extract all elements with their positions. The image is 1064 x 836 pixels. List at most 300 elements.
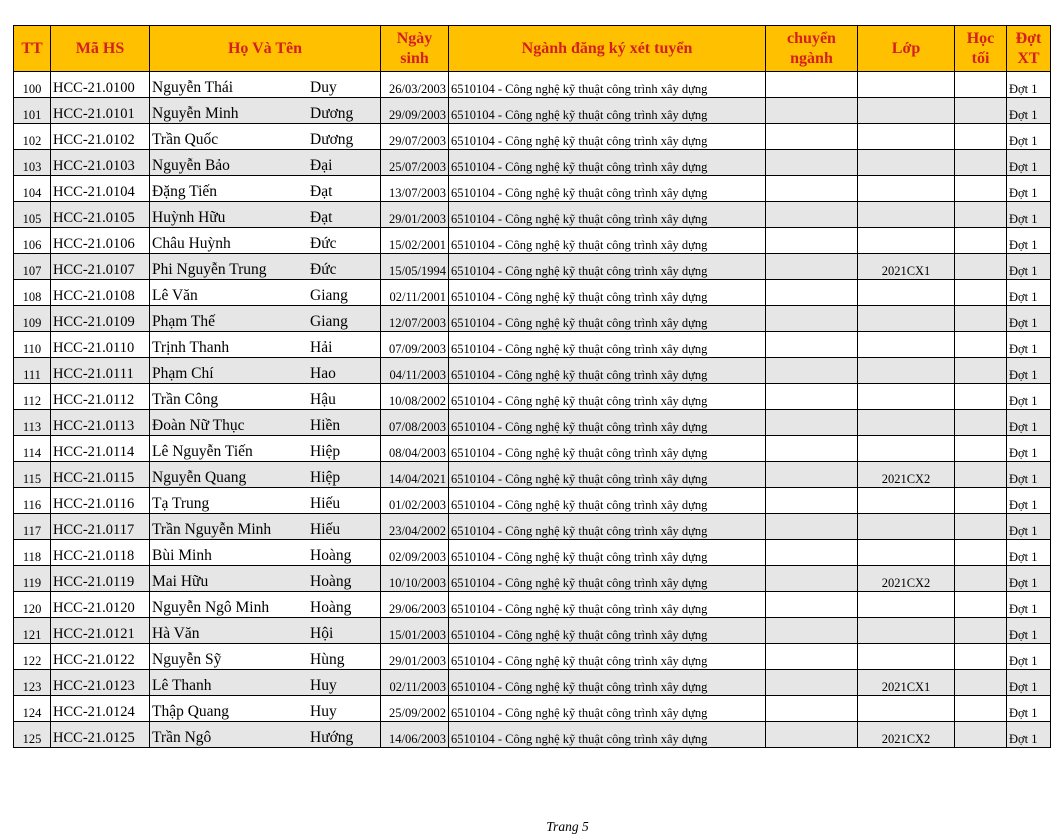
cell-ngay-sinh: 07/08/2003 (381, 410, 449, 436)
cell-ho: Nguyễn Minh (152, 105, 239, 122)
cell-ten: Hoàng (310, 547, 352, 564)
cell-nganh: 6510104 - Công nghệ kỹ thuật công trình xây dựng (449, 202, 766, 228)
cell-hoc-toi (955, 410, 1007, 436)
cell-ma-hs: HCC-21.0114 (51, 436, 150, 462)
cell-hoc-toi (955, 696, 1007, 722)
cell-hoc-toi (955, 332, 1007, 358)
cell-ho-ten (150, 384, 381, 410)
cell-chuyen-nganh (766, 540, 858, 566)
cell-chuyen-nganh (766, 722, 858, 748)
cell-ten: Dương (310, 105, 354, 122)
cell-ma-hs: HCC-21.0123 (51, 670, 150, 696)
cell-ho: Tạ Trung (152, 495, 210, 512)
cell-hoc-toi (955, 488, 1007, 514)
cell-tt: 112 (14, 384, 51, 410)
cell-nganh: 6510104 - Công nghệ kỹ thuật công trình xây dựng (449, 384, 766, 410)
cell-ngay-sinh: 12/07/2003 (381, 306, 449, 332)
header-lop: Lớp (858, 26, 955, 72)
cell-dot-xt: Đợt 1 (1007, 670, 1051, 696)
cell-nganh: 6510104 - Công nghệ kỹ thuật công trình xây dựng (449, 514, 766, 540)
cell-nganh: 6510104 - Công nghệ kỹ thuật công trình xây dựng (449, 306, 766, 332)
cell-ma-hs: HCC-21.0120 (51, 592, 150, 618)
cell-ten: Hao (310, 365, 336, 382)
cell-ten: Giang (310, 287, 348, 304)
cell-ngay-sinh: 13/07/2003 (381, 176, 449, 202)
cell-chuyen-nganh (766, 670, 858, 696)
cell-nganh: 6510104 - Công nghệ kỹ thuật công trình xây dựng (449, 488, 766, 514)
cell-ho: Nguyễn Thái (152, 79, 234, 96)
cell-ngay-sinh: 25/07/2003 (381, 150, 449, 176)
cell-chuyen-nganh (766, 98, 858, 124)
cell-dot-xt: Đợt 1 (1007, 72, 1051, 98)
table-row (14, 332, 1051, 358)
cell-ngay-sinh: 14/04/2021 (381, 462, 449, 488)
cell-ho: Nguyễn Bảo (152, 157, 230, 174)
cell-ho-ten (150, 670, 381, 696)
cell-hoc-toi (955, 514, 1007, 540)
cell-ma-hs: HCC-21.0107 (51, 254, 150, 280)
cell-ho: Trịnh Thanh (152, 339, 230, 356)
table-row (14, 488, 1051, 514)
cell-ma-hs: HCC-21.0119 (51, 566, 150, 592)
table-row (14, 514, 1051, 540)
cell-ten: Hiếu (310, 495, 341, 512)
cell-chuyen-nganh (766, 306, 858, 332)
cell-hoc-toi (955, 566, 1007, 592)
cell-ngay-sinh: 04/11/2003 (381, 358, 449, 384)
cell-ho-ten (150, 332, 381, 358)
cell-tt: 115 (14, 462, 51, 488)
cell-ma-hs: HCC-21.0122 (51, 644, 150, 670)
table-row (14, 150, 1051, 176)
cell-ma-hs: HCC-21.0115 (51, 462, 150, 488)
cell-ngay-sinh: 02/09/2003 (381, 540, 449, 566)
cell-nganh: 6510104 - Công nghệ kỹ thuật công trình xây dựng (449, 722, 766, 748)
cell-tt: 110 (14, 332, 51, 358)
cell-ho: Phạm Chí (152, 365, 214, 382)
cell-hoc-toi (955, 228, 1007, 254)
cell-ho-ten (150, 644, 381, 670)
cell-chuyen-nganh (766, 618, 858, 644)
cell-nganh: 6510104 - Công nghệ kỹ thuật công trình xây dựng (449, 176, 766, 202)
cell-ma-hs: HCC-21.0108 (51, 280, 150, 306)
cell-lop (858, 514, 955, 540)
cell-ho: Thập Quang (152, 703, 230, 720)
cell-ten: Đạt (310, 209, 333, 226)
table-row (14, 254, 1051, 280)
cell-lop: 2021CX2 (858, 462, 955, 488)
cell-hoc-toi (955, 176, 1007, 202)
cell-tt: 123 (14, 670, 51, 696)
cell-tt: 124 (14, 696, 51, 722)
cell-dot-xt: Đợt 1 (1007, 618, 1051, 644)
table-row (14, 280, 1051, 306)
cell-hoc-toi (955, 384, 1007, 410)
cell-hoc-toi (955, 98, 1007, 124)
cell-nganh: 6510104 - Công nghệ kỹ thuật công trình xây dựng (449, 618, 766, 644)
cell-tt: 104 (14, 176, 51, 202)
cell-ma-hs: HCC-21.0101 (51, 98, 150, 124)
cell-nganh: 6510104 - Công nghệ kỹ thuật công trình xây dựng (449, 358, 766, 384)
cell-nganh: 6510104 - Công nghệ kỹ thuật công trình xây dựng (449, 150, 766, 176)
table-body (14, 72, 1051, 748)
cell-ho: Phạm Thế (152, 313, 215, 330)
cell-dot-xt: Đợt 1 (1007, 514, 1051, 540)
cell-ngay-sinh: 29/01/2003 (381, 644, 449, 670)
cell-dot-xt: Đợt 1 (1007, 722, 1051, 748)
cell-chuyen-nganh (766, 202, 858, 228)
cell-ngay-sinh: 15/02/2001 (381, 228, 449, 254)
cell-tt: 109 (14, 306, 51, 332)
cell-ho-ten (150, 722, 381, 748)
table-row (14, 540, 1051, 566)
cell-nganh: 6510104 - Công nghệ kỹ thuật công trình xây dựng (449, 670, 766, 696)
cell-tt: 118 (14, 540, 51, 566)
cell-lop: 2021CX2 (858, 722, 955, 748)
cell-hoc-toi (955, 150, 1007, 176)
cell-ho: Nguyễn Sỹ (152, 651, 222, 668)
cell-ma-hs: HCC-21.0111 (51, 358, 150, 384)
cell-ho: Đặng Tiến (152, 183, 218, 200)
cell-ngay-sinh: 26/03/2003 (381, 72, 449, 98)
cell-tt: 113 (14, 410, 51, 436)
cell-dot-xt: Đợt 1 (1007, 358, 1051, 384)
cell-hoc-toi (955, 592, 1007, 618)
cell-tt: 108 (14, 280, 51, 306)
cell-ten: Hiệp (310, 443, 341, 460)
cell-ho: Phi Nguyễn Trung (152, 261, 267, 278)
cell-ma-hs: HCC-21.0109 (51, 306, 150, 332)
header-ngay-sinh: Ngày sinh (381, 26, 449, 72)
cell-ten: Hoàng (310, 573, 352, 590)
cell-nganh: 6510104 - Công nghệ kỹ thuật công trình xây dựng (449, 696, 766, 722)
cell-chuyen-nganh (766, 696, 858, 722)
cell-ngay-sinh: 08/04/2003 (381, 436, 449, 462)
cell-hoc-toi (955, 280, 1007, 306)
cell-ngay-sinh: 10/10/2003 (381, 566, 449, 592)
cell-ho-ten (150, 462, 381, 488)
cell-nganh: 6510104 - Công nghệ kỹ thuật công trình xây dựng (449, 462, 766, 488)
cell-lop (858, 592, 955, 618)
header-tt: TT (14, 26, 51, 72)
cell-chuyen-nganh (766, 488, 858, 514)
cell-lop (858, 306, 955, 332)
table-row (14, 306, 1051, 332)
header-row (14, 26, 1051, 72)
cell-lop (858, 696, 955, 722)
cell-ho-ten (150, 124, 381, 150)
cell-tt: 102 (14, 124, 51, 150)
cell-tt: 120 (14, 592, 51, 618)
cell-ma-hs: HCC-21.0104 (51, 176, 150, 202)
cell-lop: 2021CX1 (858, 254, 955, 280)
cell-dot-xt: Đợt 1 (1007, 202, 1051, 228)
cell-ho-ten (150, 150, 381, 176)
cell-nganh: 6510104 - Công nghệ kỹ thuật công trình xây dựng (449, 644, 766, 670)
cell-ma-hs: HCC-21.0125 (51, 722, 150, 748)
cell-dot-xt: Đợt 1 (1007, 98, 1051, 124)
cell-ngay-sinh: 15/01/2003 (381, 618, 449, 644)
cell-chuyen-nganh (766, 254, 858, 280)
cell-chuyen-nganh (766, 592, 858, 618)
cell-chuyen-nganh (766, 150, 858, 176)
cell-lop (858, 176, 955, 202)
cell-dot-xt: Đợt 1 (1007, 124, 1051, 150)
cell-dot-xt: Đợt 1 (1007, 410, 1051, 436)
cell-ho-ten (150, 306, 381, 332)
cell-ten: Đức (310, 235, 337, 252)
cell-ho: Lê Nguyễn Tiến (152, 443, 253, 460)
cell-chuyen-nganh (766, 436, 858, 462)
cell-ho: Lê Văn (152, 287, 198, 304)
cell-ngay-sinh: 07/09/2003 (381, 332, 449, 358)
cell-nganh: 6510104 - Công nghệ kỹ thuật công trình xây dựng (449, 436, 766, 462)
header-ho-ten: Họ Và Tên (150, 26, 381, 72)
cell-ma-hs: HCC-21.0103 (51, 150, 150, 176)
cell-nganh: 6510104 - Công nghệ kỹ thuật công trình xây dựng (449, 228, 766, 254)
cell-nganh: 6510104 - Công nghệ kỹ thuật công trình xây dựng (449, 124, 766, 150)
cell-dot-xt: Đợt 1 (1007, 644, 1051, 670)
cell-hoc-toi (955, 618, 1007, 644)
cell-ngay-sinh: 23/04/2002 (381, 514, 449, 540)
cell-tt: 125 (14, 722, 51, 748)
cell-ho-ten (150, 592, 381, 618)
cell-ngay-sinh: 29/01/2003 (381, 202, 449, 228)
cell-tt: 116 (14, 488, 51, 514)
cell-dot-xt: Đợt 1 (1007, 332, 1051, 358)
cell-ten: Hội (310, 625, 334, 642)
table-row (14, 670, 1051, 696)
table-header (14, 26, 1051, 72)
cell-ma-hs: HCC-21.0106 (51, 228, 150, 254)
table-row (14, 696, 1051, 722)
cell-lop (858, 540, 955, 566)
cell-ho: Bùi Minh (152, 547, 212, 564)
cell-ten: Huy (310, 677, 337, 694)
cell-ngay-sinh: 14/06/2003 (381, 722, 449, 748)
cell-nganh: 6510104 - Công nghệ kỹ thuật công trình xây dựng (449, 410, 766, 436)
cell-ho-ten (150, 72, 381, 98)
cell-ma-hs: HCC-21.0121 (51, 618, 150, 644)
cell-lop (858, 410, 955, 436)
cell-chuyen-nganh (766, 410, 858, 436)
cell-hoc-toi (955, 72, 1007, 98)
cell-ma-hs: HCC-21.0102 (51, 124, 150, 150)
cell-ho: Trần Nguyễn Minh (152, 521, 272, 538)
cell-hoc-toi (955, 202, 1007, 228)
cell-ngay-sinh: 01/02/2003 (381, 488, 449, 514)
cell-tt: 122 (14, 644, 51, 670)
cell-tt: 121 (14, 618, 51, 644)
cell-ho-ten (150, 254, 381, 280)
table-row (14, 72, 1051, 98)
cell-lop (858, 202, 955, 228)
cell-ten: Duy (310, 79, 337, 96)
cell-chuyen-nganh (766, 280, 858, 306)
cell-ten: Hùng (310, 651, 345, 668)
cell-dot-xt: Đợt 1 (1007, 280, 1051, 306)
cell-ho: Nguyễn Ngô Minh (152, 599, 270, 616)
cell-ho-ten (150, 358, 381, 384)
cell-ho-ten (150, 280, 381, 306)
cell-lop: 2021CX2 (858, 566, 955, 592)
cell-hoc-toi (955, 254, 1007, 280)
cell-ma-hs: HCC-21.0112 (51, 384, 150, 410)
cell-ho-ten (150, 228, 381, 254)
table-row (14, 566, 1051, 592)
header-ma-hs: Mã HS (51, 26, 150, 72)
cell-hoc-toi (955, 644, 1007, 670)
table-row (14, 384, 1051, 410)
cell-ho-ten (150, 618, 381, 644)
cell-tt: 119 (14, 566, 51, 592)
cell-lop (858, 72, 955, 98)
cell-ten: Đạt (310, 183, 333, 200)
cell-ngay-sinh: 25/09/2002 (381, 696, 449, 722)
cell-ho-ten (150, 176, 381, 202)
cell-ho: Trần Công (152, 391, 219, 408)
cell-ngay-sinh: 15/05/1994 (381, 254, 449, 280)
cell-ten: Hiệp (310, 469, 341, 486)
cell-lop (858, 358, 955, 384)
cell-ma-hs: HCC-21.0113 (51, 410, 150, 436)
cell-ho: Đoàn Nữ Thục (152, 417, 245, 434)
cell-lop (858, 644, 955, 670)
cell-ho-ten (150, 566, 381, 592)
cell-dot-xt: Đợt 1 (1007, 254, 1051, 280)
cell-chuyen-nganh (766, 514, 858, 540)
cell-tt: 107 (14, 254, 51, 280)
cell-ho-ten (150, 436, 381, 462)
header-hoc-toi: Học tối (955, 26, 1007, 72)
table-row (14, 202, 1051, 228)
table-row (14, 436, 1051, 462)
cell-ten: Hiếu (310, 521, 341, 538)
cell-dot-xt: Đợt 1 (1007, 462, 1051, 488)
table-row (14, 410, 1051, 436)
cell-chuyen-nganh (766, 384, 858, 410)
cell-ten: Hoàng (310, 599, 352, 616)
cell-dot-xt: Đợt 1 (1007, 176, 1051, 202)
cell-nganh: 6510104 - Công nghệ kỹ thuật công trình xây dựng (449, 72, 766, 98)
cell-nganh: 6510104 - Công nghệ kỹ thuật công trình xây dựng (449, 592, 766, 618)
cell-tt: 106 (14, 228, 51, 254)
cell-chuyen-nganh (766, 124, 858, 150)
cell-lop (858, 384, 955, 410)
cell-ten: Hải (310, 339, 333, 356)
table-row (14, 618, 1051, 644)
cell-nganh: 6510104 - Công nghệ kỹ thuật công trình xây dựng (449, 254, 766, 280)
cell-ma-hs: HCC-21.0116 (51, 488, 150, 514)
table-row (14, 644, 1051, 670)
cell-ho-ten (150, 410, 381, 436)
cell-ho: Trần Quốc (152, 131, 219, 148)
cell-ten: Hiền (310, 417, 341, 434)
table-row (14, 176, 1051, 202)
header-dot-xt: Đợt XT (1007, 26, 1051, 72)
header-chuyen-nganh: chuyển ngành (766, 26, 858, 72)
cell-ho: Huỳnh Hữu (152, 209, 226, 226)
cell-hoc-toi (955, 124, 1007, 150)
cell-ma-hs: HCC-21.0100 (51, 72, 150, 98)
cell-ho-ten (150, 98, 381, 124)
cell-lop (858, 618, 955, 644)
cell-ho-ten (150, 696, 381, 722)
table-row (14, 228, 1051, 254)
table-row (14, 98, 1051, 124)
cell-ngay-sinh: 29/06/2003 (381, 592, 449, 618)
table-row (14, 358, 1051, 384)
cell-lop (858, 228, 955, 254)
cell-hoc-toi (955, 540, 1007, 566)
cell-lop (858, 488, 955, 514)
cell-ma-hs: HCC-21.0110 (51, 332, 150, 358)
cell-lop (858, 332, 955, 358)
cell-tt: 100 (14, 72, 51, 98)
cell-ho-ten (150, 202, 381, 228)
cell-nganh: 6510104 - Công nghệ kỹ thuật công trình xây dựng (449, 280, 766, 306)
cell-lop (858, 124, 955, 150)
cell-dot-xt: Đợt 1 (1007, 384, 1051, 410)
cell-lop: 2021CX1 (858, 670, 955, 696)
cell-tt: 101 (14, 98, 51, 124)
cell-ten: Đại (310, 157, 333, 174)
cell-ho: Nguyễn Quang (152, 469, 247, 486)
table-row (14, 124, 1051, 150)
cell-ho: Hà Văn (152, 625, 200, 642)
cell-ma-hs: HCC-21.0118 (51, 540, 150, 566)
cell-hoc-toi (955, 722, 1007, 748)
cell-ho-ten (150, 540, 381, 566)
cell-chuyen-nganh (766, 462, 858, 488)
cell-tt: 103 (14, 150, 51, 176)
cell-ngay-sinh: 02/11/2003 (381, 670, 449, 696)
cell-ma-hs: HCC-21.0105 (51, 202, 150, 228)
cell-dot-xt: Đợt 1 (1007, 306, 1051, 332)
cell-ho-ten (150, 514, 381, 540)
cell-ten: Giang (310, 313, 348, 330)
cell-hoc-toi (955, 358, 1007, 384)
cell-chuyen-nganh (766, 72, 858, 98)
table-row (14, 592, 1051, 618)
cell-ten: Dương (310, 131, 354, 148)
cell-ten: Huy (310, 703, 337, 720)
page-number: Trang 5 (546, 819, 589, 834)
cell-dot-xt: Đợt 1 (1007, 488, 1051, 514)
cell-chuyen-nganh (766, 358, 858, 384)
cell-ho: Châu Huỳnh (152, 235, 231, 252)
cell-ho: Lê Thanh (152, 677, 212, 694)
cell-hoc-toi (955, 462, 1007, 488)
cell-ten: Hậu (310, 391, 336, 408)
cell-chuyen-nganh (766, 228, 858, 254)
cell-chuyen-nganh (766, 332, 858, 358)
cell-dot-xt: Đợt 1 (1007, 592, 1051, 618)
cell-dot-xt: Đợt 1 (1007, 540, 1051, 566)
cell-lop (858, 98, 955, 124)
cell-ho: Mai Hữu (152, 573, 209, 590)
cell-ma-hs: HCC-21.0117 (51, 514, 150, 540)
cell-ho-ten (150, 488, 381, 514)
table-row (14, 462, 1051, 488)
student-roster-table (13, 25, 1051, 748)
cell-hoc-toi (955, 436, 1007, 462)
cell-nganh: 6510104 - Công nghệ kỹ thuật công trình xây dựng (449, 540, 766, 566)
cell-nganh: 6510104 - Công nghệ kỹ thuật công trình xây dựng (449, 98, 766, 124)
cell-chuyen-nganh (766, 176, 858, 202)
cell-hoc-toi (955, 670, 1007, 696)
cell-ngay-sinh: 29/09/2003 (381, 98, 449, 124)
